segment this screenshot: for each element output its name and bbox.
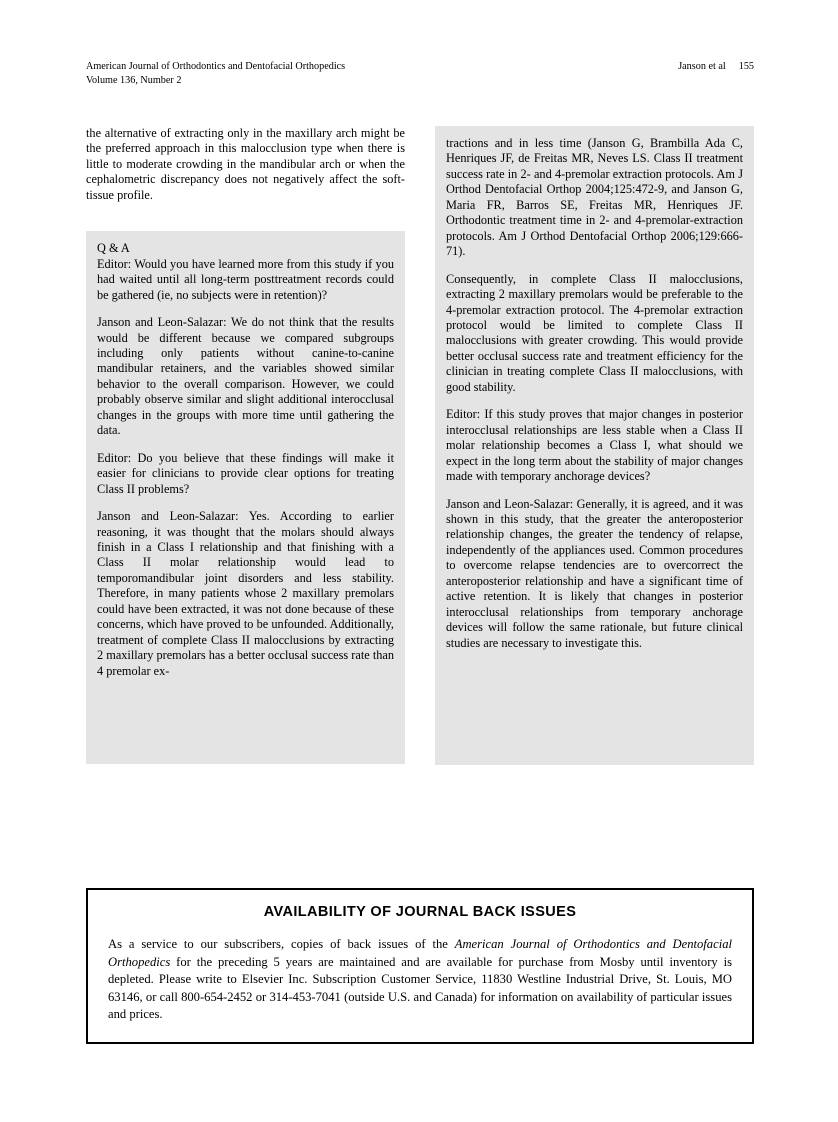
left-column xyxy=(86,126,405,765)
running-head-volume: Volume 136, Number 2 xyxy=(86,74,182,86)
running-head xyxy=(86,60,754,87)
qa-paragraph: Editor: If this study proves that major changes in posterior interocclusal relationships are less stable when a Class II molar relationship becomes a Class I, what should we expect in the long term about the stability of major changes made with temporary anchorage devices? xyxy=(446,407,743,484)
running-head-journal-title: American Journal of Orthodontics and Dentofacial Orthopedics xyxy=(86,61,346,72)
qa-paragraph: Janson and Leon-Salazar: Generally, it is agreed, and it was shown in this study, that the greater the anteroposterior relationship changes, the greater the tendency of relapse, independently of the appliances used. Common procedures to overcome relapse tendencies are to overcorrect the anteroposterior relationship and have a significant time of active retention. It is likely that changes in posterior interocclusal relationships from temporary anchorage devices will follow the same rationale, but future clinical studies are necessary to investigate this. xyxy=(446,496,743,650)
notice-text-part2: for the preceding 5 years are maintained and are available for purchase from Mosby until inventory is depleted. Please write to Elsevier Inc. Subscription Customer Service, 11830 Westline Industrial Drive, St. Louis, MO 63146, or call 800-654-2452 or 314-453-7041 (outside U.S. and Canada) for information on availability of particular issues and prices. xyxy=(108,954,732,1022)
qa-paragraph: Consequently, in complete Class II malocclusions, extracting 2 maxillary premolars would be preferable to the 4-premolar extraction protocol. The 4-premolar extraction protocol would be limited to complete Class II malocclusions with greater crowding. This would provide better occlusal success rate and treatment efficiency for the clinician in treating complete Class II malocclusions, with good stability. xyxy=(446,271,743,394)
availability-notice-box xyxy=(86,888,754,1044)
notice-text-part1: As a service to our subscribers, copies of back issues of the xyxy=(108,937,455,951)
qa-paragraph: tractions and in less time (Janson G, Brambilla Ada C, Henriques JF, de Freitas MR, Neves LS. Class II treatment success rate in 2- and 4-premolar extraction protocols. Am J Orthod Dentofacial Orthop 2004;125:472-9, and Janson G, Maria FR, Barros SE, Freitas MR, Henriques JF. Orthodontic treatment time in 2- and 4-premolar-extraction protocols. Am J Orthod Dentofacial Orthop 2006;129:666-71). xyxy=(446,136,743,259)
qa-heading: Q & A xyxy=(97,241,130,256)
notice-body xyxy=(108,936,732,1024)
qa-paragraph: Editor: Would you have learned more from this study if you had waited until all long-term posttreatment records could be gathered (ie, no subjects were in retention)? xyxy=(97,256,394,302)
qa-box-right xyxy=(435,126,754,765)
running-head-journal xyxy=(86,60,345,87)
page-number: 155 xyxy=(738,61,754,72)
intro-paragraph: the alternative of extracting only in the maxillary arch might be the preferred approach in this malocclusion type when there is little to moderate crowding in the mandibular arch or when the cephalometric discrepancy does not negatively affect the soft-tissue profile. xyxy=(86,126,405,202)
running-head-author-page xyxy=(678,60,754,74)
body-columns xyxy=(86,126,754,765)
running-head-author: Janson et al xyxy=(678,61,726,72)
qa-box-left xyxy=(86,231,405,764)
qa-paragraph: Editor: Do you believe that these findings will make it easier for clinicians to provide clear options for treating Class II problems? xyxy=(97,450,394,496)
qa-paragraph: Janson and Leon-Salazar: Yes. According to earlier reasoning, it was thought that the molars should always finish in a Class I relationship and that finishing with a Class II molar relationship would lead to temporomandibular joint disorders and less stability. Therefore, in many patients whose 2 maxillary premolars could have been extracted, it was not done because of these concerns, which have proved to be unfounded. Additionally, treatment of complete Class II malocclusions by extracting 2 maxillary premolars has a better occlusal success rate than 4 premolar ex- xyxy=(97,509,394,678)
right-column xyxy=(435,126,754,765)
notice-journal-name: American Journal of Orthodontics and Dentofacial Orthopedics xyxy=(108,937,732,969)
notice-title: AVAILABILITY OF JOURNAL BACK ISSUES xyxy=(263,904,577,920)
qa-paragraph: Janson and Leon-Salazar: We do not think that the results would be different because we compared subgroups including only patients without canine-to-canine mandibular retainers, and the variables showed similar behavior to the overall comparison. However, we could probably observe similar and slight additional interocclusal changes in the groups with more time until gathering the data. xyxy=(97,315,394,438)
